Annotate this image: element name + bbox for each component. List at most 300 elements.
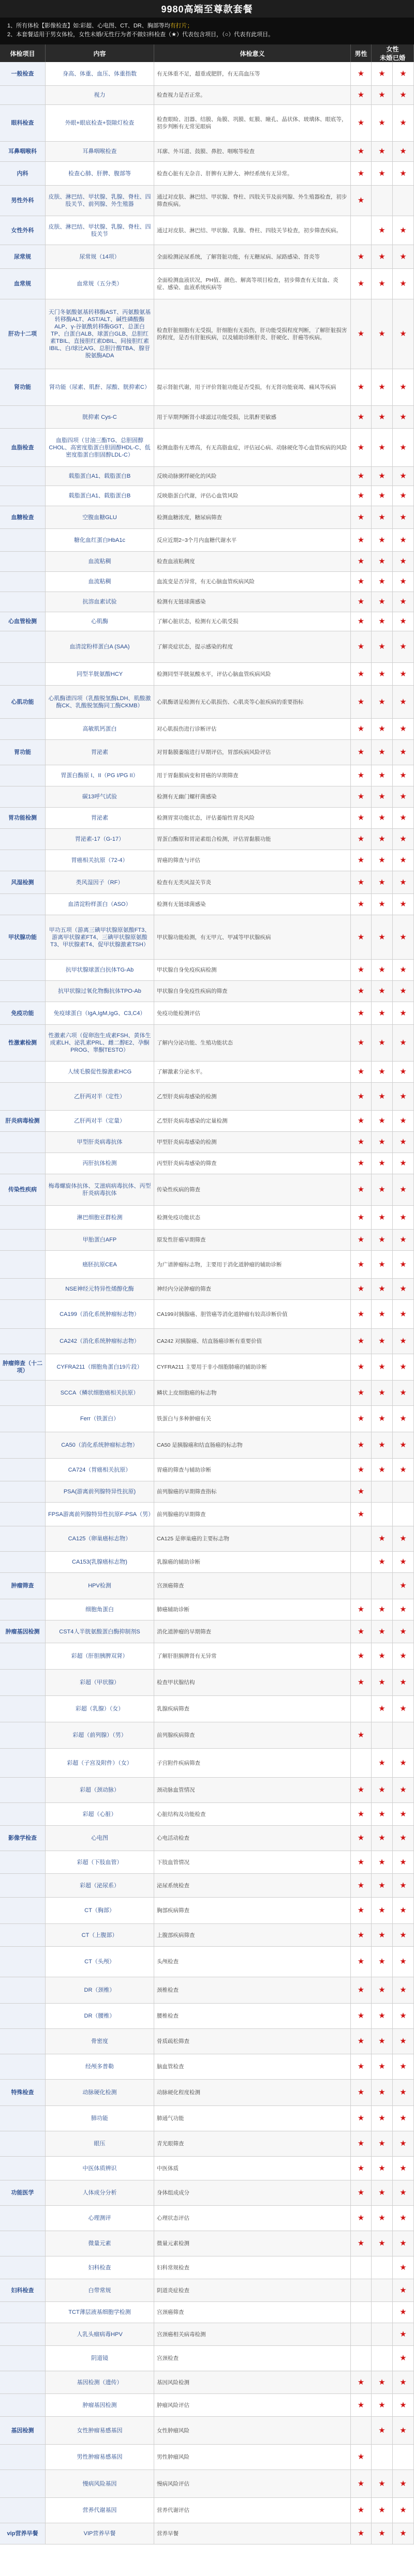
male-mark xyxy=(351,1329,372,1354)
unmarried-mark xyxy=(372,572,393,592)
star-icon: ★ xyxy=(400,1651,407,1660)
star-icon: ★ xyxy=(378,472,386,480)
star-icon: ★ xyxy=(378,69,386,78)
row-content: 癌胚抗原CEA xyxy=(46,1251,154,1278)
page-title: 9980高端至尊款套餐 xyxy=(0,0,414,18)
table-row xyxy=(0,850,414,871)
row-content: 甲胎蛋白AFP xyxy=(46,1230,154,1250)
star-icon: ★ xyxy=(378,1185,386,1194)
row-category xyxy=(0,486,46,506)
table-row xyxy=(0,592,414,612)
unmarried-mark xyxy=(372,1279,393,1299)
row-category xyxy=(0,1898,46,1923)
star-icon: ★ xyxy=(378,2214,386,2222)
star-icon: ★ xyxy=(400,1309,407,1319)
star-icon: ★ xyxy=(378,2479,386,2488)
star-icon: ★ xyxy=(378,1038,386,1047)
male-mark xyxy=(351,960,372,980)
married-mark xyxy=(393,1432,414,1458)
row-content: 白带常规 xyxy=(46,2279,154,2301)
male-mark xyxy=(351,1459,372,1481)
table-row xyxy=(0,981,414,1002)
married-mark xyxy=(393,1599,414,1620)
married-mark xyxy=(393,1354,414,1380)
table-row xyxy=(0,1481,414,1503)
star-icon: ★ xyxy=(400,1857,407,1867)
row-significance: 头颅检查 xyxy=(154,1947,351,1977)
male-mark xyxy=(351,829,372,850)
married-mark xyxy=(393,406,414,428)
star-icon: ★ xyxy=(357,2452,365,2461)
header-male: 男性 xyxy=(351,44,372,62)
unmarried-mark xyxy=(372,663,393,685)
row-category xyxy=(0,1406,46,1432)
star-icon: ★ xyxy=(400,1116,407,1125)
star-icon: ★ xyxy=(400,252,407,261)
star-icon: ★ xyxy=(400,748,407,756)
row-category xyxy=(0,1062,46,1082)
star-icon: ★ xyxy=(378,491,386,500)
row-content: 视力 xyxy=(46,86,154,104)
row-content: 肾功能（尿素、肌酐、尿酸、胱抑素C） xyxy=(46,369,154,405)
row-category: 肿瘤基因检测 xyxy=(0,1620,46,1643)
row-category xyxy=(0,2470,46,2497)
table-row xyxy=(0,894,414,915)
star-icon: ★ xyxy=(400,2114,407,2123)
table-row xyxy=(0,1803,414,1826)
married-mark xyxy=(393,1230,414,1250)
row-category xyxy=(0,1381,46,1405)
star-icon: ★ xyxy=(378,1138,386,1146)
star-icon: ★ xyxy=(357,147,365,156)
row-significance: 对胃黏膜萎缩进行早期评估，胃部疾病风险评估 xyxy=(154,740,351,765)
row-category: 免疫功能 xyxy=(0,1002,46,1024)
star-icon: ★ xyxy=(400,900,407,908)
star-icon: ★ xyxy=(378,2037,386,2045)
unmarried-mark xyxy=(372,105,393,141)
star-icon: ★ xyxy=(400,1881,407,1890)
male-mark xyxy=(351,1924,372,1946)
unmarried-mark xyxy=(372,2080,393,2105)
star-icon: ★ xyxy=(400,1337,407,1345)
married-mark xyxy=(393,719,414,739)
row-content: 胃蛋白酶原 I、II（PG I/PG II） xyxy=(46,765,154,786)
row-category: 眼科检查 xyxy=(0,105,46,141)
star-icon: ★ xyxy=(400,2263,407,2272)
row-significance: 基因风险检测 xyxy=(154,2371,351,2393)
row-content: 抗甲状腺过氧化物酶抗体TPO-Ab xyxy=(46,981,154,1002)
row-significance: 检测有无幽门螺杆菌感染 xyxy=(154,786,351,807)
row-significance: 乳腺疾病筛查 xyxy=(154,1696,351,1722)
unmarried-mark xyxy=(372,429,393,466)
unmarried-mark xyxy=(372,1230,393,1250)
row-significance: CA199对胰腺癌、胆管癌等消化道肿瘤有较高诊断价值 xyxy=(154,1300,351,1328)
table-row xyxy=(0,2279,414,2302)
unmarried-mark xyxy=(372,786,393,807)
row-significance: 上腹部疾病筛查 xyxy=(154,1924,351,1946)
row-significance: 检测有无链球菌感染 xyxy=(154,894,351,915)
row-content: 乙肝两对半（定量） xyxy=(46,1111,154,1131)
married-mark xyxy=(393,467,414,486)
row-content: CA50（消化系统肿瘤标志物） xyxy=(46,1432,154,1458)
married-mark xyxy=(393,1851,414,1873)
male-mark xyxy=(351,572,372,592)
married-mark xyxy=(393,1696,414,1722)
row-significance: 心脏结构及功能检查 xyxy=(154,1803,351,1825)
row-significance: 检测同型半胱氨酸水平，评估心脑血管疾病风险 xyxy=(154,663,351,685)
row-significance: 甲型肝炎病毒感染的检测 xyxy=(154,1132,351,1153)
male-mark xyxy=(351,1406,372,1432)
male-mark xyxy=(351,406,372,428)
row-content: 高敏肌钙蛋白 xyxy=(46,719,154,739)
row-significance: 心电活动检查 xyxy=(154,1826,351,1851)
table-row xyxy=(0,1826,414,1851)
unmarried-mark xyxy=(372,162,393,185)
table-row xyxy=(0,2394,414,2417)
unmarried-mark xyxy=(372,1620,393,1643)
row-significance: 肿瘤风险评估 xyxy=(154,2394,351,2416)
unmarried-mark xyxy=(372,1354,393,1380)
star-icon: ★ xyxy=(357,1487,365,1496)
row-significance: 甲状腺自身免疫性疾病的筛查 xyxy=(154,981,351,1002)
row-category xyxy=(0,1803,46,1825)
row-content: 淋巴细胞亚群检测 xyxy=(46,1206,154,1229)
married-mark xyxy=(393,2106,414,2131)
male-mark xyxy=(351,765,372,786)
star-icon: ★ xyxy=(378,900,386,908)
star-icon: ★ xyxy=(378,965,386,974)
star-icon: ★ xyxy=(378,2426,386,2435)
star-icon: ★ xyxy=(400,412,407,421)
star-icon: ★ xyxy=(400,1627,407,1636)
male-mark xyxy=(351,1826,372,1851)
row-category: 传染性疾病 xyxy=(0,1174,46,1205)
star-icon: ★ xyxy=(378,169,386,178)
married-mark xyxy=(393,981,414,1002)
star-icon: ★ xyxy=(357,535,365,544)
star-icon: ★ xyxy=(357,2114,365,2123)
star-icon: ★ xyxy=(378,383,386,391)
unmarried-mark xyxy=(372,1851,393,1873)
unmarried-mark xyxy=(372,245,393,268)
row-significance: 甲状腺自身免疫疾病检测 xyxy=(154,960,351,980)
star-icon: ★ xyxy=(400,2308,407,2316)
table-row xyxy=(0,1329,414,1354)
star-icon: ★ xyxy=(400,2088,407,2097)
row-content: CA242（消化系统肿瘤标志物） xyxy=(46,1329,154,1354)
star-icon: ★ xyxy=(378,771,386,780)
star-icon: ★ xyxy=(400,2163,407,2173)
row-significance: 检查视力是否正常。 xyxy=(154,86,351,104)
row-category: 肝功十二项 xyxy=(0,299,46,369)
unmarried-mark xyxy=(372,2470,393,2497)
star-icon: ★ xyxy=(400,118,407,127)
star-icon: ★ xyxy=(357,412,365,421)
row-category xyxy=(0,1083,46,1110)
married-mark xyxy=(393,1025,414,1061)
star-icon: ★ xyxy=(378,724,386,733)
row-content: 碳13呼气试验 xyxy=(46,786,154,807)
unmarried-mark xyxy=(372,2279,393,2301)
row-content: CA724（胃癌相关抗原） xyxy=(46,1459,154,1481)
married-mark xyxy=(393,506,414,528)
row-significance: 通过对皮肤、淋巴结、甲状腺、乳腺、脊柱、四肢关节检查，初步筛查疾病。 xyxy=(154,216,351,245)
row-content: 心肌酶谱四项（乳酸脱氢酶LDH、肌酸激酶CK、乳酸脱氢酶同工酶CKMB） xyxy=(46,686,154,718)
row-category: 妇科检查 xyxy=(0,2279,46,2301)
married-mark xyxy=(393,1083,414,1110)
row-content: 丙肝抗体检测 xyxy=(46,1153,154,1174)
row-significance: 泌尿系统检查 xyxy=(154,1874,351,1897)
male-mark xyxy=(351,1643,372,1669)
table-row xyxy=(0,1279,414,1300)
table-row xyxy=(0,1526,414,1552)
male-mark xyxy=(351,369,372,405)
male-mark xyxy=(351,1722,372,1748)
star-icon: ★ xyxy=(400,472,407,480)
row-significance: 下肢血管情况 xyxy=(154,1851,351,1873)
married-mark xyxy=(393,592,414,612)
unmarried-mark xyxy=(372,1722,393,1748)
male-mark xyxy=(351,786,372,807)
married-mark xyxy=(393,2206,414,2231)
row-content: 类风湿因子（RF） xyxy=(46,871,154,893)
unmarried-mark xyxy=(372,142,393,161)
star-icon: ★ xyxy=(400,2354,407,2362)
unmarried-mark xyxy=(372,1778,393,1802)
row-significance: 提示肾脏代谢，用于评价肾脏功能是否受损，有无肾功能衰竭、痛风等疾病 xyxy=(154,369,351,405)
married-mark xyxy=(393,1300,414,1328)
unmarried-mark xyxy=(372,1062,393,1082)
star-icon: ★ xyxy=(357,69,365,78)
row-content: 人乳头瘤病毒HPV xyxy=(46,2323,154,2345)
row-category xyxy=(0,719,46,739)
star-icon: ★ xyxy=(357,813,365,822)
unmarried-mark xyxy=(372,1406,393,1432)
married-mark xyxy=(393,1670,414,1695)
row-content: VIP营养早餐 xyxy=(46,2523,154,2544)
row-content: NSE神经元特异性烯醇化酶 xyxy=(46,1279,154,1299)
male-mark xyxy=(351,1111,372,1131)
star-icon: ★ xyxy=(378,792,386,801)
star-icon: ★ xyxy=(400,1362,407,1371)
male-mark xyxy=(351,2445,372,2469)
star-icon: ★ xyxy=(400,1260,407,1269)
unmarried-mark xyxy=(372,612,393,631)
row-content: 皮肤、淋巴结、甲状腺、乳腺、脊柱、四肢关节 xyxy=(46,216,154,245)
star-icon: ★ xyxy=(378,118,386,127)
male-mark xyxy=(351,1947,372,1977)
star-icon: ★ xyxy=(378,835,386,843)
star-icon: ★ xyxy=(357,2529,365,2538)
unmarried-mark xyxy=(372,871,393,893)
unmarried-mark xyxy=(372,2106,393,2131)
star-icon: ★ xyxy=(400,1758,407,1767)
star-icon: ★ xyxy=(357,724,365,733)
star-icon: ★ xyxy=(400,1809,407,1819)
star-icon: ★ xyxy=(378,1986,386,1994)
male-mark xyxy=(351,2004,372,2028)
male-mark xyxy=(351,1599,372,1620)
male-mark xyxy=(351,1062,372,1082)
star-icon: ★ xyxy=(378,1465,386,1474)
row-category xyxy=(0,1503,46,1526)
row-significance: 腰椎检查 xyxy=(154,2004,351,2028)
star-icon: ★ xyxy=(400,724,407,733)
row-category xyxy=(0,2157,46,2180)
star-icon: ★ xyxy=(378,932,386,942)
row-significance: 检查甲状腺结构 xyxy=(154,1670,351,1695)
star-icon: ★ xyxy=(378,1337,386,1345)
male-mark xyxy=(351,1132,372,1153)
married-mark xyxy=(393,786,414,807)
row-category: 血常规 xyxy=(0,269,46,299)
row-significance: 全面检测泌尿系统，了解肾脏功能，有无糖尿病、尿路感染、肾炎等 xyxy=(154,245,351,268)
star-icon: ★ xyxy=(400,1534,407,1543)
header-significance: 体检意义 xyxy=(154,44,351,62)
married-mark xyxy=(393,2394,414,2416)
table-row xyxy=(0,2231,414,2256)
row-significance: 鳞状上皮细胞癌的标志物 xyxy=(154,1381,351,1405)
married-mark xyxy=(393,2302,414,2323)
row-category xyxy=(0,2302,46,2323)
star-icon: ★ xyxy=(378,2088,386,2097)
row-category: vip营养早餐 xyxy=(0,2523,46,2544)
row-significance: 肺癌辅助诊断 xyxy=(154,1599,351,1620)
star-icon: ★ xyxy=(400,1067,407,1076)
row-significance: 免疫功能检测评估 xyxy=(154,1002,351,1024)
row-significance: 男性肿瘤风险 xyxy=(154,2445,351,2469)
star-icon: ★ xyxy=(378,1362,386,1371)
star-icon: ★ xyxy=(357,856,365,865)
star-icon: ★ xyxy=(400,877,407,887)
star-icon: ★ xyxy=(400,1678,407,1687)
row-category xyxy=(0,829,46,850)
star-icon: ★ xyxy=(357,1159,365,1168)
married-mark xyxy=(393,1722,414,1748)
star-icon: ★ xyxy=(378,2011,386,2020)
star-icon: ★ xyxy=(400,2037,407,2045)
male-mark xyxy=(351,631,372,662)
row-significance: CYFRA211 主要用于非小细胞肺癌的辅助诊断 xyxy=(154,1354,351,1380)
row-significance: 检查肝脏细胞有无受损，肝细胞有无损伤，肝功能受损程度判断，了解肝脏损害的程度，是否有肝脏疾病，以及辅助诊断肝炎、肝硬化、肝癌等疾病。 xyxy=(154,299,351,369)
star-icon: ★ xyxy=(400,443,407,452)
table-row xyxy=(0,2445,414,2470)
table-row xyxy=(0,1381,414,1406)
star-icon: ★ xyxy=(357,472,365,480)
star-icon: ★ xyxy=(378,669,386,678)
married-mark xyxy=(393,162,414,185)
star-icon: ★ xyxy=(378,225,386,235)
row-content: 血流粘稠 xyxy=(46,572,154,592)
row-content: 彩超（泌尿系） xyxy=(46,1874,154,1897)
row-category: 内科 xyxy=(0,162,46,185)
table-row xyxy=(0,960,414,981)
row-significance: 慢病风险评估 xyxy=(154,2470,351,2497)
star-icon: ★ xyxy=(357,1465,365,1474)
star-icon: ★ xyxy=(378,329,386,338)
row-category xyxy=(0,2371,46,2393)
male-mark xyxy=(351,2256,372,2279)
star-icon: ★ xyxy=(357,329,365,338)
unmarried-mark xyxy=(372,529,393,551)
row-significance: CA242 对胰腺癌、结直肠癌诊断有重要价值 xyxy=(154,1329,351,1354)
unmarried-mark xyxy=(372,1977,393,2003)
row-significance: 反映脂蛋白代谢，评估心血管风险 xyxy=(154,486,351,506)
row-significance: 了解炎症状态，提示感染的程度 xyxy=(154,631,351,662)
row-significance: 宫颈检查 xyxy=(154,2346,351,2371)
unmarried-mark xyxy=(372,506,393,528)
table-row xyxy=(0,2470,414,2498)
row-content: 心理测评 xyxy=(46,2206,154,2231)
table-row xyxy=(0,406,414,429)
row-content: 胃癌相关抗原（72-4） xyxy=(46,850,154,871)
star-icon: ★ xyxy=(378,1881,386,1890)
married-mark xyxy=(393,1329,414,1354)
male-mark xyxy=(351,1803,372,1825)
male-mark xyxy=(351,2470,372,2497)
row-significance: 颈动脉血管情况 xyxy=(154,1778,351,1802)
male-mark xyxy=(351,1230,372,1250)
star-icon: ★ xyxy=(400,987,407,995)
married-mark xyxy=(393,299,414,369)
star-icon: ★ xyxy=(400,617,407,626)
married-mark xyxy=(393,429,414,466)
unmarried-mark xyxy=(372,486,393,506)
row-category xyxy=(0,1279,46,1299)
unmarried-mark xyxy=(372,1526,393,1551)
row-content: 男性肿瘤易感基因 xyxy=(46,2445,154,2469)
row-significance: 中医体质 xyxy=(154,2157,351,2180)
star-icon: ★ xyxy=(357,669,365,678)
row-category: 肝炎病毒检测 xyxy=(0,1111,46,1131)
row-category: 基因检测 xyxy=(0,2417,46,2444)
married-mark xyxy=(393,2417,414,2444)
row-content: 彩超（子宫及附件）（女） xyxy=(46,1749,154,1777)
row-content: 血流粘稠 xyxy=(46,552,154,571)
row-significance: 胃癌的筛查与评估 xyxy=(154,850,351,871)
table-row xyxy=(0,572,414,592)
star-icon: ★ xyxy=(357,748,365,756)
star-icon: ★ xyxy=(357,1008,365,1018)
male-mark xyxy=(351,1300,372,1328)
star-icon: ★ xyxy=(357,1092,365,1101)
star-icon: ★ xyxy=(400,2529,407,2538)
star-icon: ★ xyxy=(400,2139,407,2148)
star-icon: ★ xyxy=(400,329,407,338)
male-mark xyxy=(351,1354,372,1380)
table-header xyxy=(0,44,414,62)
married-mark xyxy=(393,2080,414,2105)
row-category: 肾功能 xyxy=(0,369,46,405)
married-mark xyxy=(393,216,414,245)
star-icon: ★ xyxy=(357,1930,365,1939)
row-content: 肿瘤基因检测 xyxy=(46,2394,154,2416)
row-category xyxy=(0,631,46,662)
table-row xyxy=(0,1432,414,1459)
star-icon: ★ xyxy=(400,2011,407,2020)
star-icon: ★ xyxy=(378,877,386,887)
star-icon: ★ xyxy=(378,1678,386,1687)
male-mark xyxy=(351,1083,372,1110)
star-icon: ★ xyxy=(378,1704,386,1713)
row-content: Ferr（铁蛋白） xyxy=(46,1406,154,1432)
row-content: PSA(游离前列腺特异性抗原) xyxy=(46,1481,154,1502)
unmarried-mark xyxy=(372,1503,393,1526)
row-category xyxy=(0,663,46,685)
row-category xyxy=(0,2004,46,2028)
star-icon: ★ xyxy=(378,748,386,756)
star-icon: ★ xyxy=(378,1833,386,1842)
